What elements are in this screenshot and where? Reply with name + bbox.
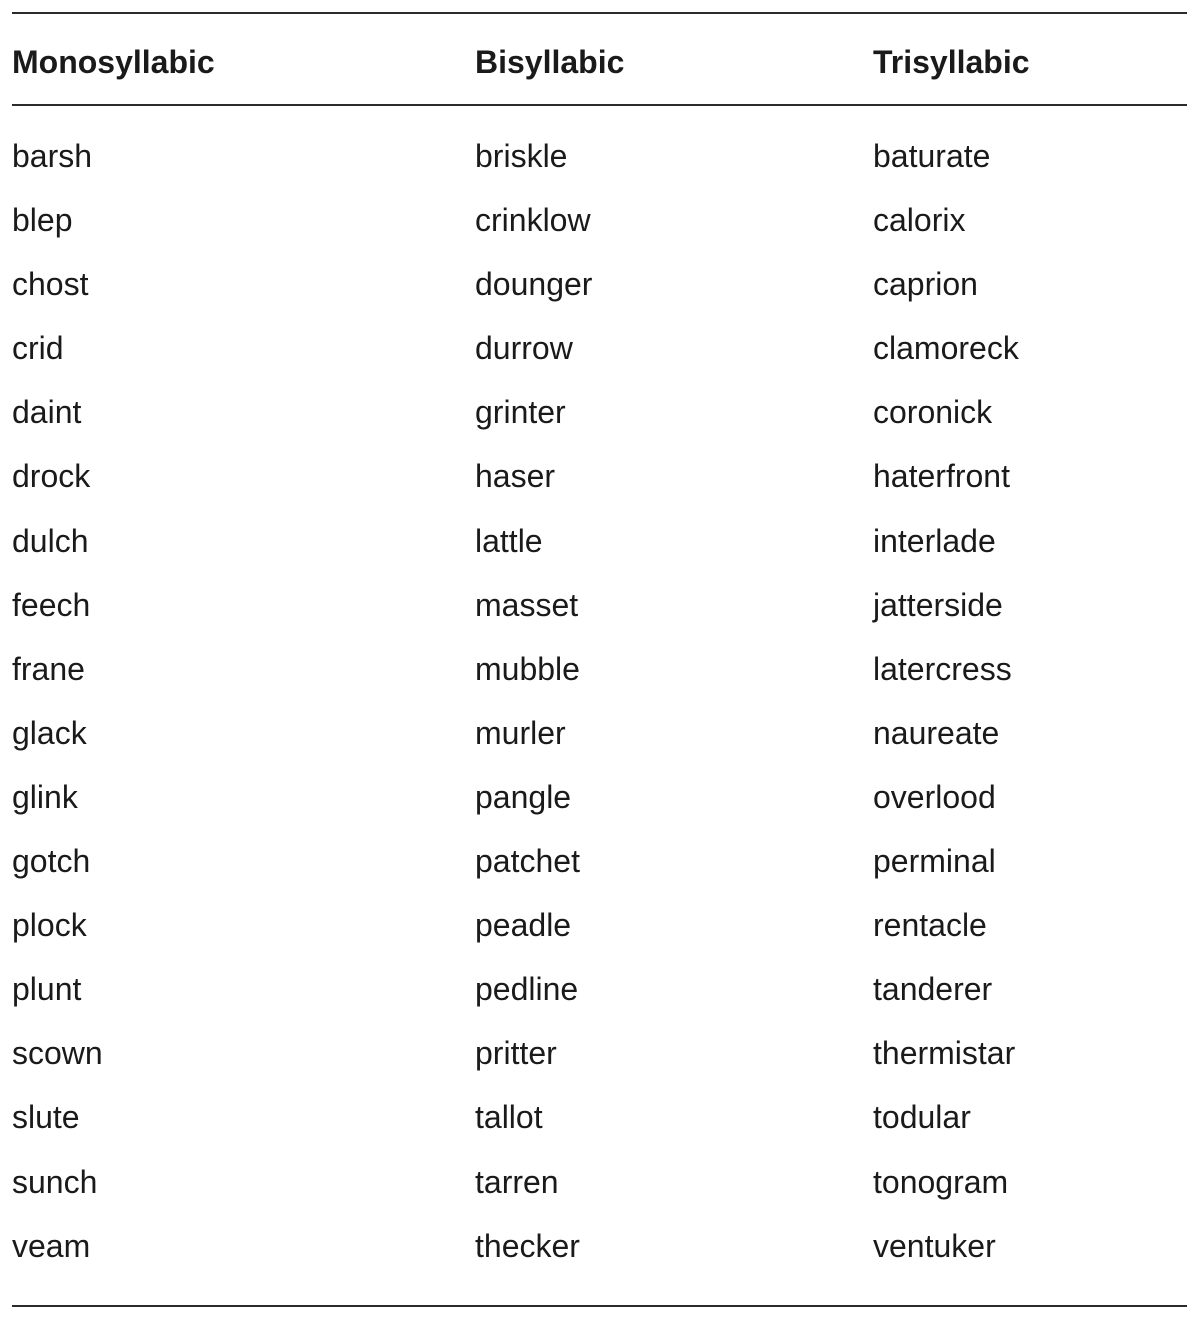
table-cell-trisyllabic: naureate [873, 714, 1000, 751]
table-row [12, 136, 1187, 200]
table-body [12, 106, 1187, 1290]
table-row [12, 585, 1187, 649]
table-row [12, 1162, 1187, 1226]
table-cell-bisyllabic: thecker [475, 1227, 580, 1264]
table-cell-monosyllabic: crid [12, 330, 64, 367]
table-row [12, 456, 1187, 520]
table-cell-bisyllabic: haser [475, 458, 556, 495]
table-cell-trisyllabic: todular [873, 1099, 971, 1136]
table-cell-trisyllabic: clamoreck [873, 330, 1019, 367]
table-cell-trisyllabic: tonogram [873, 1163, 1009, 1200]
table-cell-monosyllabic: drock [12, 458, 91, 495]
table-row [12, 392, 1187, 456]
table-cell-monosyllabic: gotch [12, 843, 91, 880]
table-cell-trisyllabic: coronick [873, 394, 993, 431]
table-cell-trisyllabic: baturate [873, 138, 991, 174]
table-cell-trisyllabic: calorix [873, 202, 966, 239]
table-row [12, 777, 1187, 841]
table-cell-monosyllabic: dulch [12, 522, 89, 559]
table-cell-monosyllabic: glack [12, 714, 87, 751]
bottom-rule [12, 1305, 1187, 1307]
table-cell-monosyllabic: scown [12, 1035, 103, 1072]
column-header-bisyllabic: Bisyllabic [475, 44, 625, 80]
table-cell-trisyllabic: latercress [873, 650, 1012, 687]
table-cell-trisyllabic: thermistar [873, 1035, 1016, 1072]
table-cell-bisyllabic: durrow [475, 330, 573, 367]
table-cell-bisyllabic: mubble [475, 650, 580, 687]
table-cell-bisyllabic: tallot [475, 1099, 543, 1136]
table-cell-trisyllabic: ventuker [873, 1227, 996, 1264]
table-row [12, 264, 1187, 328]
table-cell-bisyllabic: tarren [475, 1163, 559, 1200]
table-cell-trisyllabic: overlood [873, 778, 996, 815]
table-cell-monosyllabic: barsh [12, 138, 93, 174]
table-cell-bisyllabic: dounger [475, 266, 593, 303]
table-row [12, 969, 1187, 1033]
table-cell-monosyllabic: chost [12, 266, 89, 303]
table-row [12, 713, 1187, 777]
table-row [12, 328, 1187, 392]
table-cell-bisyllabic: grinter [475, 394, 566, 431]
table-cell-trisyllabic: interlade [873, 522, 996, 559]
table-cell-monosyllabic: sunch [12, 1163, 98, 1200]
table-cell-bisyllabic: crinklow [475, 202, 591, 239]
table-cell-monosyllabic: frane [12, 650, 85, 687]
table-row [12, 1097, 1187, 1161]
table-cell-bisyllabic: patchet [475, 843, 580, 880]
table-row [12, 841, 1187, 905]
table-cell-trisyllabic: rentacle [873, 907, 987, 944]
table-cell-monosyllabic: glink [12, 778, 78, 815]
table-row [12, 905, 1187, 969]
table-cell-monosyllabic: veam [12, 1227, 91, 1264]
table-cell-monosyllabic: daint [12, 394, 82, 431]
table-cell-trisyllabic: tanderer [873, 971, 993, 1008]
table-cell-monosyllabic: slute [12, 1099, 80, 1136]
word-table [12, 12, 1187, 1290]
table-cell-monosyllabic: plock [12, 907, 87, 944]
table-row [12, 1226, 1187, 1290]
table-cell-monosyllabic: feech [12, 586, 91, 623]
table-cell-trisyllabic: caprion [873, 266, 978, 303]
table-cell-bisyllabic: peadle [475, 907, 572, 944]
table-cell-bisyllabic: masset [475, 586, 579, 623]
column-header-monosyllabic: Monosyllabic [12, 44, 215, 80]
table-cell-bisyllabic: lattle [475, 522, 543, 559]
table-cell-bisyllabic: murler [475, 714, 566, 751]
table-cell-bisyllabic: pangle [475, 778, 572, 815]
table-cell-bisyllabic: pritter [475, 1035, 557, 1072]
table-row [12, 521, 1187, 585]
table-row [12, 649, 1187, 713]
table-cell-bisyllabic: briskle [475, 138, 568, 174]
table-cell-trisyllabic: haterfront [873, 458, 1010, 495]
table-row [12, 200, 1187, 264]
column-header-trisyllabic: Trisyllabic [873, 44, 1030, 80]
table-row [12, 1033, 1187, 1097]
table-cell-trisyllabic: jatterside [873, 586, 1003, 623]
table-cell-monosyllabic: plunt [12, 971, 82, 1008]
table-cell-monosyllabic: blep [12, 202, 73, 239]
table-cell-trisyllabic: perminal [873, 843, 996, 880]
table-header-row [12, 14, 1187, 104]
table-cell-bisyllabic: pedline [475, 971, 579, 1008]
